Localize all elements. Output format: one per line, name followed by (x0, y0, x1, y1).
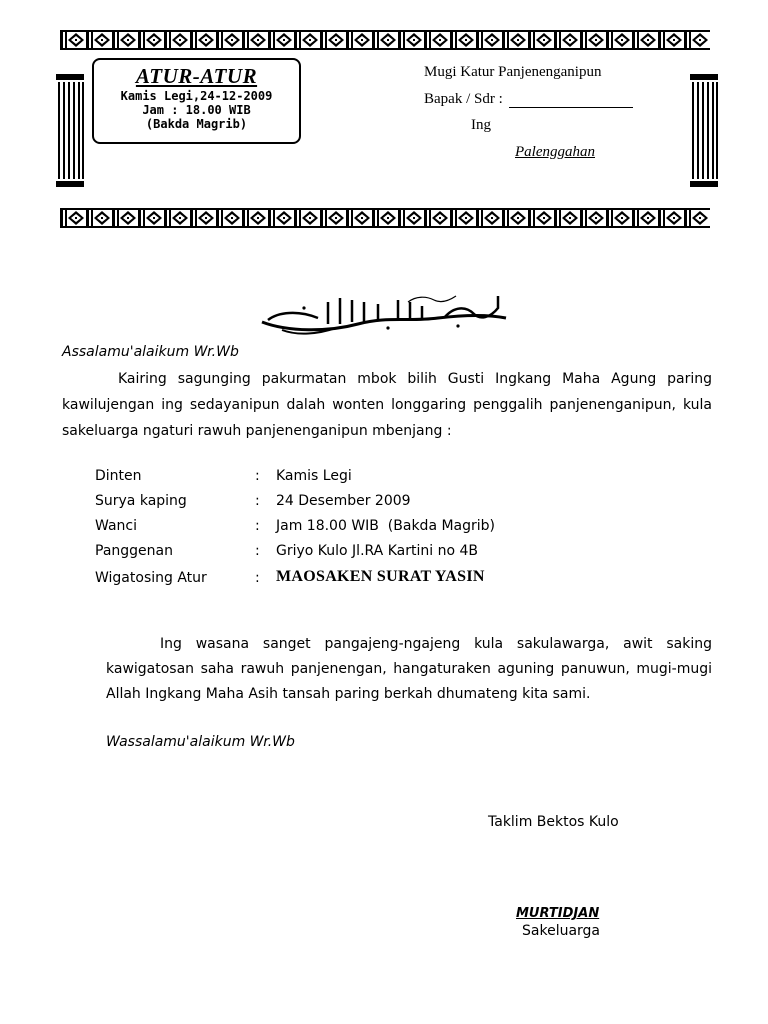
event-date: Kamis Legi,24-12-2009 (120, 89, 273, 103)
ornament-pattern-icon (60, 32, 710, 48)
detail-colon: : (255, 570, 260, 586)
opening-paragraph (62, 366, 712, 444)
right-pillar-ornament (690, 74, 718, 187)
ornament-pattern-icon (60, 210, 710, 226)
detail-colon: : (255, 543, 260, 559)
detail-label: Surya kaping (95, 493, 187, 509)
opening-paragraph-text: Kairing sagunging pakurmatan mbok bilih Gusti Ingkang Maha Agung paring kawilujengan ing sedayanipun dalah wonten longgaring penggalih panjenenganipun, kula sakeluarga ngaturi rawuh panjenenganipun mbenjang : (62, 371, 712, 439)
closing-paragraph (106, 632, 712, 707)
top-ornament-border (60, 30, 710, 50)
invitation-title: ATUR-ATUR (135, 64, 258, 88)
bismillah-calligraphy (258, 288, 510, 338)
signature-name: MURTIDJAN (516, 906, 600, 921)
detail-label: Panggenan (95, 543, 173, 559)
event-time: Jam : 18.00 WIB (142, 103, 251, 117)
recipient-blank-line (509, 93, 633, 108)
detail-label: Dinten (95, 468, 142, 484)
detail-label: Wanci (95, 518, 137, 534)
detail-colon: : (255, 518, 260, 534)
closing-greeting: Wassalamu'alaikum Wr.Wb (106, 734, 295, 750)
left-pillar-ornament (56, 74, 84, 187)
bottom-ornament-border (60, 208, 710, 228)
signature-subtitle: Sakeluarga (522, 923, 601, 939)
address-line-1: Mugi Katur Panjenenganipun (424, 64, 602, 80)
opening-greeting: Assalamu'alaikum Wr.Wb (62, 344, 239, 360)
detail-value: Jam 18.00 WIB (Bakda Magrib) (276, 518, 496, 534)
detail-value: MAOSAKEN SURAT YASIN (276, 568, 485, 585)
address-line-4: Palenggahan (515, 144, 595, 160)
address-line-3: Ing (471, 117, 491, 133)
detail-value: Kamis Legi (276, 468, 352, 484)
address-line-2 (424, 91, 633, 108)
pillar-icon (690, 74, 718, 187)
pillar-icon (56, 74, 84, 187)
detail-value: 24 Desember 2009 (276, 493, 411, 509)
signature-intro: Taklim Bektos Kulo (488, 814, 619, 830)
event-time-note: (Bakda Magrib) (145, 117, 248, 131)
recipient-label: Bapak / Sdr : (424, 91, 503, 107)
detail-colon: : (255, 468, 260, 484)
detail-label: Wigatosing Atur (95, 570, 207, 586)
detail-colon: : (255, 493, 260, 509)
detail-value: Griyo Kulo Jl.RA Kartini no 4B (276, 543, 478, 559)
bismillah-calligraphy-icon (258, 288, 510, 338)
invitation-title-box (92, 58, 301, 144)
closing-paragraph-text: Ing wasana sanget pangajeng-ngajeng kula sakulawarga, awit saking kawigatosan saha rawuh panjenengan, hangaturaken aguning panuwun, mugi-mugi Allah Ingkang Maha Asih tansah paring berkah dhumateng kita sami. (106, 636, 712, 702)
